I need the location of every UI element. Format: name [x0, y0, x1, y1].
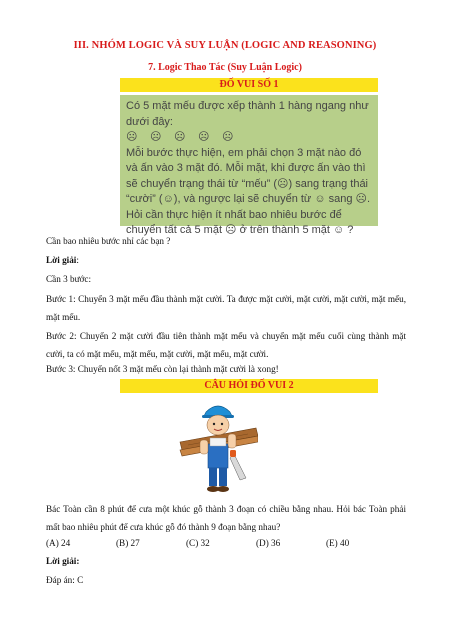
option-a: (A) 24	[46, 538, 71, 548]
sad-face-icon: ☹	[126, 131, 138, 143]
banner-puzzle-2: CÂU HỎI ĐỐ VUI 2	[120, 379, 378, 393]
option-b: (B) 27	[116, 538, 140, 548]
puzzle-box	[120, 95, 378, 236]
question-text: Cần bao nhiêu bước nhỉ các bạn ?	[46, 236, 171, 246]
carpenter-illustration	[178, 398, 258, 498]
option-c: (C) 32	[186, 538, 210, 548]
solution-step-2: Bước 2: Chuyển 2 mặt cười đầu tiên thành mặt mếu và chuyển mặt mếu cuối cùng thành mặt cười, ta có mặt mếu, mặt mếu, mặt cười, mặt mếu, mặt cười.	[46, 331, 406, 359]
option-d: (D) 36	[256, 538, 281, 548]
option-e: (E) 40	[326, 538, 350, 548]
section-title: III. NHÓM LOGIC VÀ SUY LUẬN (LOGIC AND REASONING)	[73, 40, 377, 51]
solution-2-label: Lời giải:	[46, 556, 80, 566]
sad-face-icon: ☹	[174, 131, 186, 143]
answer-text: Đáp án: C	[46, 575, 84, 585]
sad-face-icon: ☹	[222, 131, 234, 143]
banner-puzzle-1: ĐỐ VUI SỐ 1	[120, 78, 378, 92]
question-2-text: Bác Toàn cần 8 phút để cưa một khúc gỗ thành 3 đoạn có chiều bằng nhau. Hỏi bác Toàn phải mất bao nhiêu phút để cưa khúc gỗ đó thành 9 đoạn bằng nhau?	[46, 504, 406, 532]
solution-step-1: Bước 1: Chuyển 3 mặt mếu đầu thành mặt cười. Ta được mặt cười, mặt cười, mặt cười, mặt mếu, mặt mếu.	[46, 294, 406, 322]
solution-step-3: Bước 3: Chuyển nốt 3 mặt mếu còn lại thành mặt cười là xong!	[46, 364, 279, 374]
sad-face-icon: ☹	[198, 131, 210, 143]
puzzle-intro: Có 5 mặt mếu được xếp thành 1 hàng ngang như dưới đây:	[126, 100, 369, 128]
faces-row	[126, 130, 372, 146]
solution-intro: Cần 3 bước:	[46, 274, 92, 284]
puzzle-rules: Mỗi bước thực hiện, em phải chọn 3 mặt nào đó và ấn vào 3 mặt đó. Mỗi mặt, khi được ấn vào thì sẽ chuyển trạng thái từ “mếu” (☹) sang trạng thái “cười” (☺), và ngược lại sẽ chuyển từ ☺ sang ☹. Hỏi cần thực hiện ít nhất bao nhiêu bước để chuyển tất cả 5 mặt ☹ ở trên thành 5 mặt ☺ ?	[126, 146, 371, 236]
answer-options	[46, 537, 406, 550]
solution-label	[46, 254, 406, 267]
subtitle: 7. Logic Thao Tác (Suy Luận Logic)	[148, 62, 302, 73]
solution-label-text: Lời giải	[46, 255, 77, 265]
sad-face-icon: ☹	[150, 131, 162, 143]
solution-label-colon: :	[76, 255, 79, 265]
